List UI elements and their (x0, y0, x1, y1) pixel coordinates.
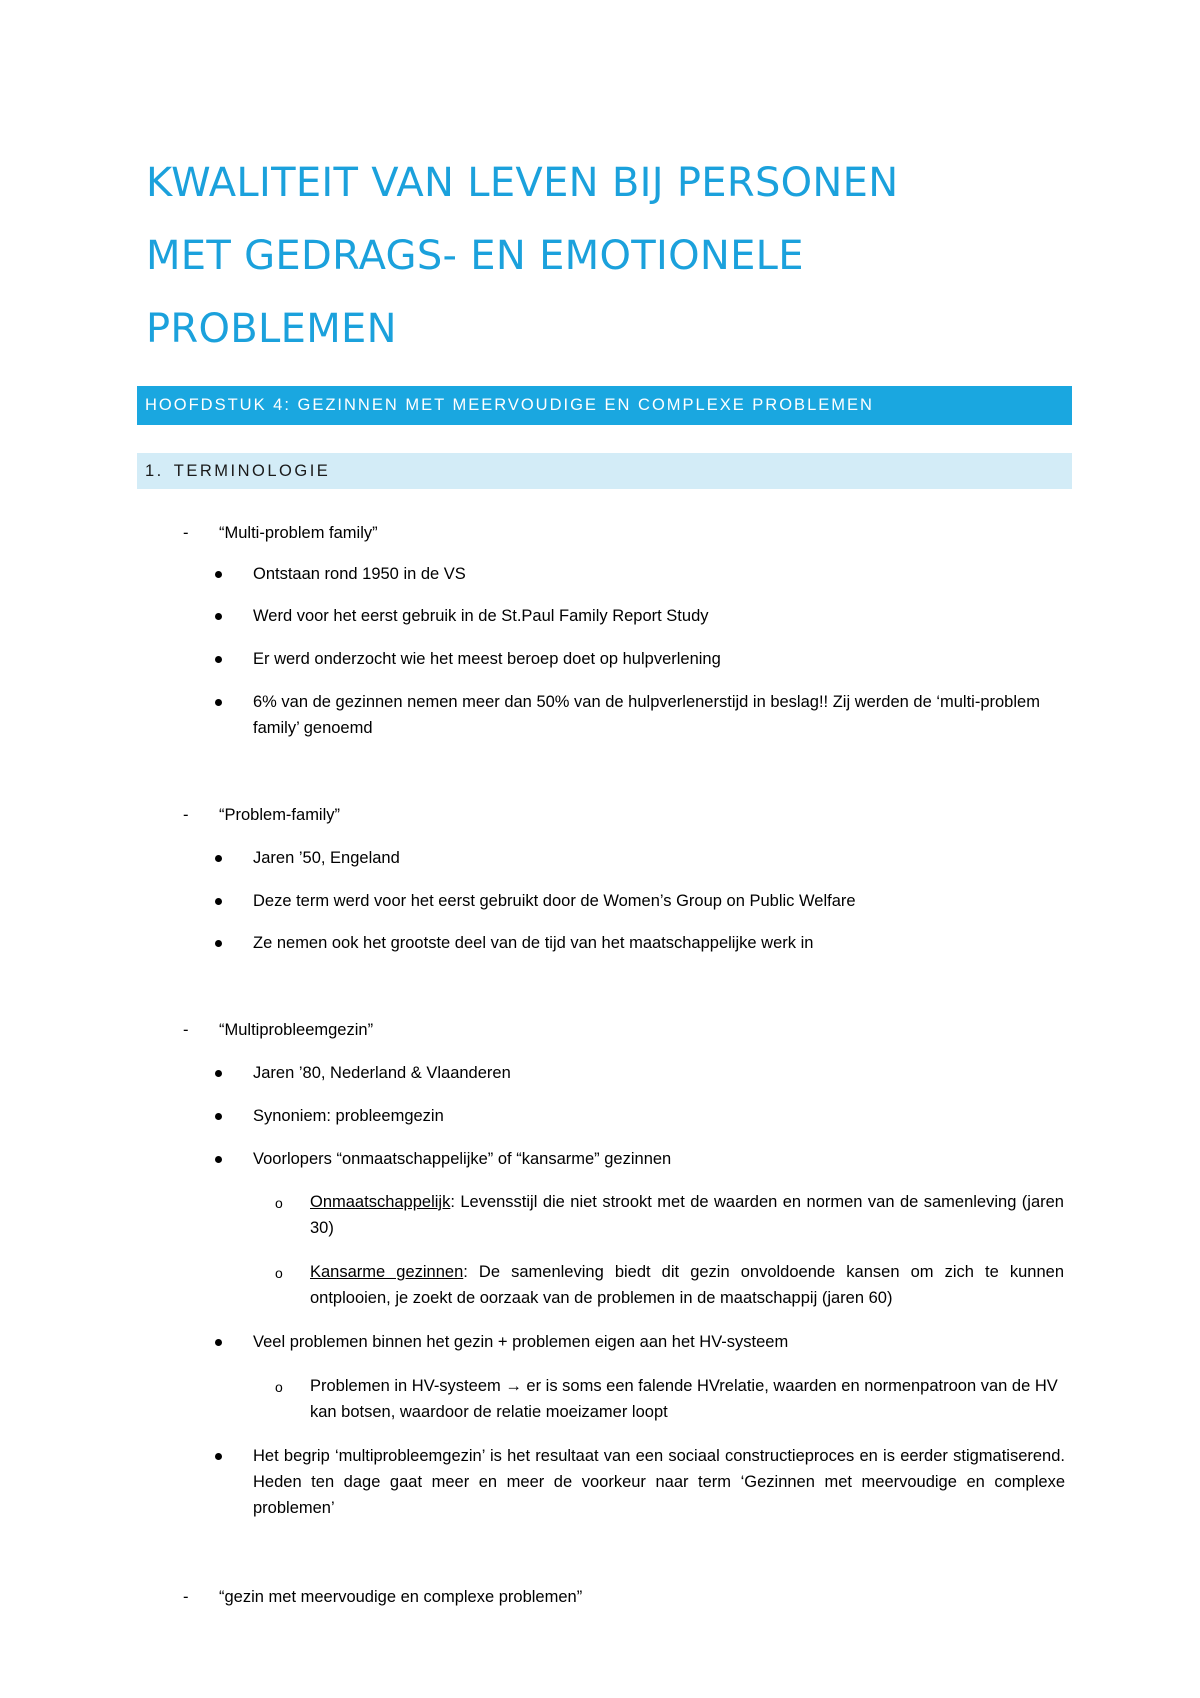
bullet-icon (215, 656, 222, 663)
list-item-text: Jaren ’80, Nederland & Vlaanderen (253, 1064, 511, 1082)
section-number: 1. (145, 462, 164, 480)
list-item-text: Deze term werd voor het eerst gebruikt door de Women’s Group on Public Welfare (253, 892, 856, 910)
sub-list-item-text (310, 1259, 1064, 1311)
term-label: “gezin met meervoudige en complexe problemen” (219, 1588, 583, 1606)
defined-term: Kansarme gezinnen (310, 1263, 464, 1281)
bullet-icon (215, 613, 222, 620)
list-item-text: Er werd onderzocht wie het meest beroep doet op hulpverlening (253, 650, 721, 668)
dash-marker: - (183, 1021, 189, 1039)
list-item-text: Jaren ’50, Engeland (253, 849, 400, 867)
circle-bullet-icon: o (275, 1379, 283, 1395)
bullet-icon (215, 1453, 222, 1460)
list-item-text: Werd voor het eerst gebruik in de St.Paul Family Report Study (253, 607, 709, 625)
bullet-icon (215, 898, 222, 905)
circle-bullet-icon: o (275, 1265, 283, 1281)
bullet-icon (215, 855, 222, 862)
bullet-icon (215, 1156, 222, 1163)
bullet-icon (215, 1339, 222, 1346)
dash-marker: - (183, 524, 189, 542)
bullet-icon (215, 571, 222, 578)
section-label: TERMINOLOGIE (173, 462, 331, 480)
bullet-icon (215, 1113, 222, 1120)
sub-list-item-text (310, 1189, 1064, 1241)
definition-text: : Levensstijl die niet strookt met de waarden en normen van de samenleving (jaren 30) (310, 1193, 1064, 1237)
term-label: “Problem-family” (219, 806, 341, 824)
list-item-text: Synoniem: probleemgezin (253, 1107, 444, 1125)
bullet-icon (215, 940, 222, 947)
list-item-text: 6% van de gezinnen nemen meer dan 50% van de hulpverlenerstijd in beslag!! Zij werden de ‘multi-problem family’ genoemd (253, 693, 1040, 737)
list-item-text: Ze nemen ook het grootste deel van de tijd van het maatschappelijke werk in (253, 934, 814, 952)
bullet-icon (215, 699, 222, 706)
list-item-text: Ontstaan rond 1950 in de VS (253, 565, 466, 583)
list-item-text: Veel problemen binnen het gezin + problemen eigen aan het HV-systeem (253, 1333, 789, 1351)
term-label: “Multi-problem family” (219, 524, 378, 542)
title-line-2: MET GEDRAGS- EN EMOTIONELE (146, 233, 804, 279)
circle-bullet-icon: o (275, 1195, 283, 1211)
section-heading (137, 453, 1072, 489)
title-line-3: PROBLEMEN (146, 306, 397, 352)
title-line-1: KWALITEIT VAN LEVEN BIJ PERSONEN (146, 160, 899, 206)
section-heading-text (145, 453, 330, 489)
term-label: “Multiprobleemgezin” (219, 1021, 374, 1039)
list-item-text: Het begrip ‘multiprobleemgezin’ is het resultaat van een sociaal constructieproces en is eerder stigmatiserend. Heden ten dage gaat meer en meer de voorkeur naar term ‘Gezinnen met meervoudige en complexe problemen’ (253, 1447, 1065, 1517)
defined-term: Onmaatschappelijk (310, 1193, 451, 1211)
definition-text: : De samenleving biedt dit gezin onvoldoende kansen om zich te kunnen ontplooien, je zoekt de oorzaak van de problemen in de maatschappij (jaren 60) (310, 1263, 1064, 1307)
chapter-heading (137, 386, 1072, 425)
document-title (146, 147, 1076, 366)
dash-marker: - (183, 1588, 189, 1606)
bullet-icon (215, 1070, 222, 1077)
sub-list-item-text: Problemen in HV-systeem → er is soms een falende HVrelatie, waarden en normenpatroon van de HV kan botsen, waardoor de relatie moeizamer loopt (310, 1377, 1058, 1421)
dash-marker: - (183, 806, 189, 824)
chapter-heading-label: HOOFDSTUK 4: GEZINNEN MET MEERVOUDIGE EN COMPLEXE PROBLEMEN (145, 396, 874, 414)
list-item-text: Voorlopers “onmaatschappelijke” of “kansarme” gezinnen (253, 1150, 672, 1168)
